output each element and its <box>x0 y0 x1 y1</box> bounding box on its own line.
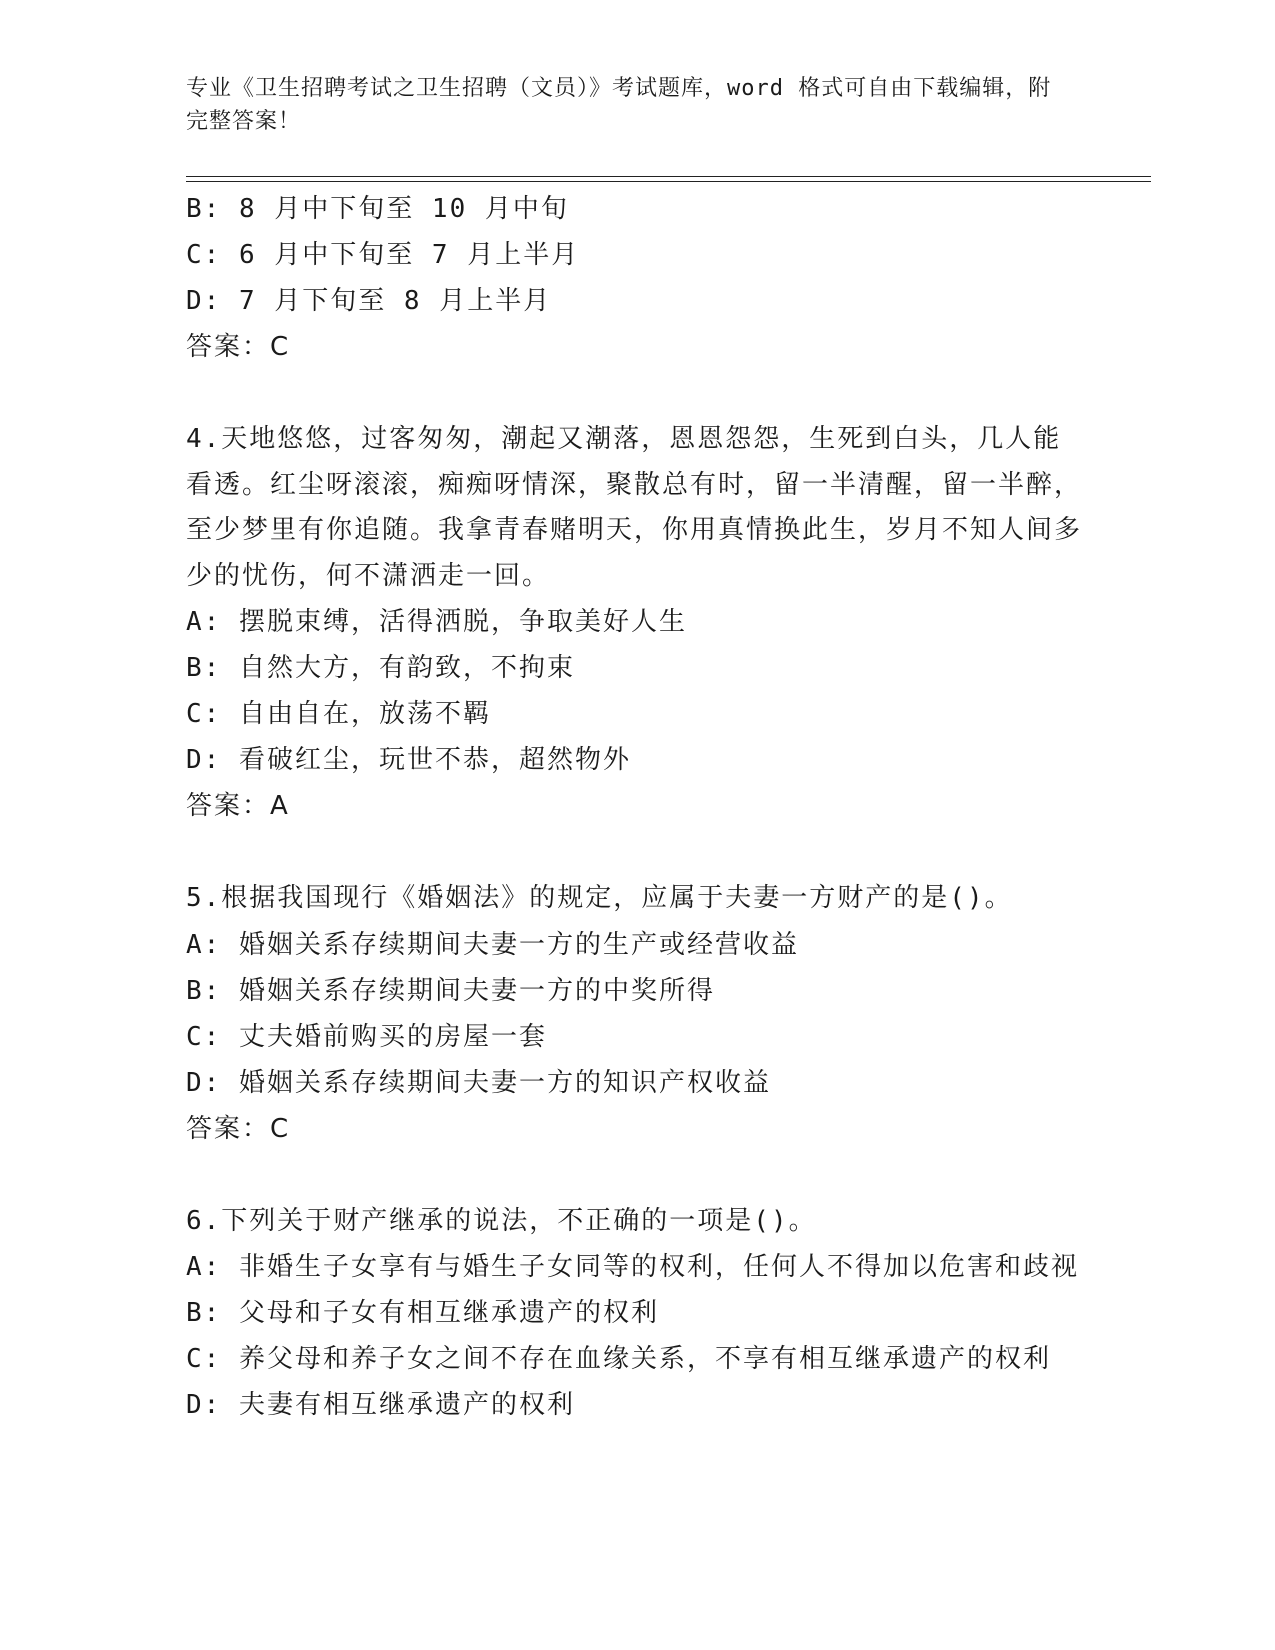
option-c: C: 6 月中下旬至 7 月上半月 <box>186 240 580 270</box>
answer-label: 答案：A <box>186 791 290 821</box>
question-stem: 5.根据我国现行《婚姻法》的规定，应属于夫妻一方财产的是()。 <box>186 883 1013 913</box>
option-d: D: 夫妻有相互继承遗产的权利 <box>186 1390 575 1420</box>
question-stem: 4.天地悠悠，过客匆匆，潮起又潮落，恩恩怨怨，生死到白头，几人能看透。红尘呀滚滚，痴痴呀情深，聚散总有时，留一半清醒，留一半醉，至少梦里有你追随。我拿青春赌明天，你用真情换此生，岁月不知人间多少的忧伤，何不潇洒走一回。 <box>186 424 1083 591</box>
option-b: B: 父母和子女有相互继承遗产的权利 <box>186 1298 659 1328</box>
option-a: A: 非婚生子女享有与婚生子女同等的权利，任何人不得加以危害和歧视 <box>186 1252 1079 1282</box>
option-b: B: 婚姻关系存续期间夫妻一方的中奖所得 <box>186 975 715 1006</box>
option-c: C: 丈夫婚前购买的房屋一套 <box>186 1021 547 1052</box>
document-header: 专业《卫生招聘考试之卫生招聘（文员）》考试题库，word 格式可自由下载编辑，附完整答案！ <box>186 76 1052 134</box>
answer-label: 答案：C <box>186 1113 291 1144</box>
header-divider <box>186 176 1151 177</box>
option-d: D: 看破红尘，玩世不恭，超然物外 <box>186 745 631 775</box>
question-5 <box>186 876 1086 1152</box>
option-a: A: 婚姻关系存续期间夫妻一方的生产或经营收益 <box>186 929 799 960</box>
option-a: A: 摆脱束缚，活得洒脱，争取美好人生 <box>186 607 687 637</box>
question-content <box>186 186 1086 1428</box>
question-3 <box>186 186 1086 370</box>
option-c: C: 自由自在，放荡不羁 <box>186 699 491 729</box>
option-d: D: 7 月下旬至 8 月上半月 <box>186 286 552 316</box>
option-c: C: 养父母和养子女之间不存在血缘关系，不享有相互继承遗产的权利 <box>186 1344 1051 1374</box>
option-b: B: 自然大方，有韵致，不拘束 <box>186 653 575 683</box>
answer-label: 答案：C <box>186 332 291 362</box>
question-stem: 6.下列关于财产继承的说法，不正确的一项是()。 <box>186 1205 817 1236</box>
question-6 <box>186 1199 1086 1429</box>
question-4 <box>186 417 1086 829</box>
option-d: D: 婚姻关系存续期间夫妻一方的知识产权收益 <box>186 1067 771 1098</box>
option-b: B: 8 月中下旬至 10 月中旬 <box>186 194 569 224</box>
header-divider-double <box>186 181 1151 182</box>
